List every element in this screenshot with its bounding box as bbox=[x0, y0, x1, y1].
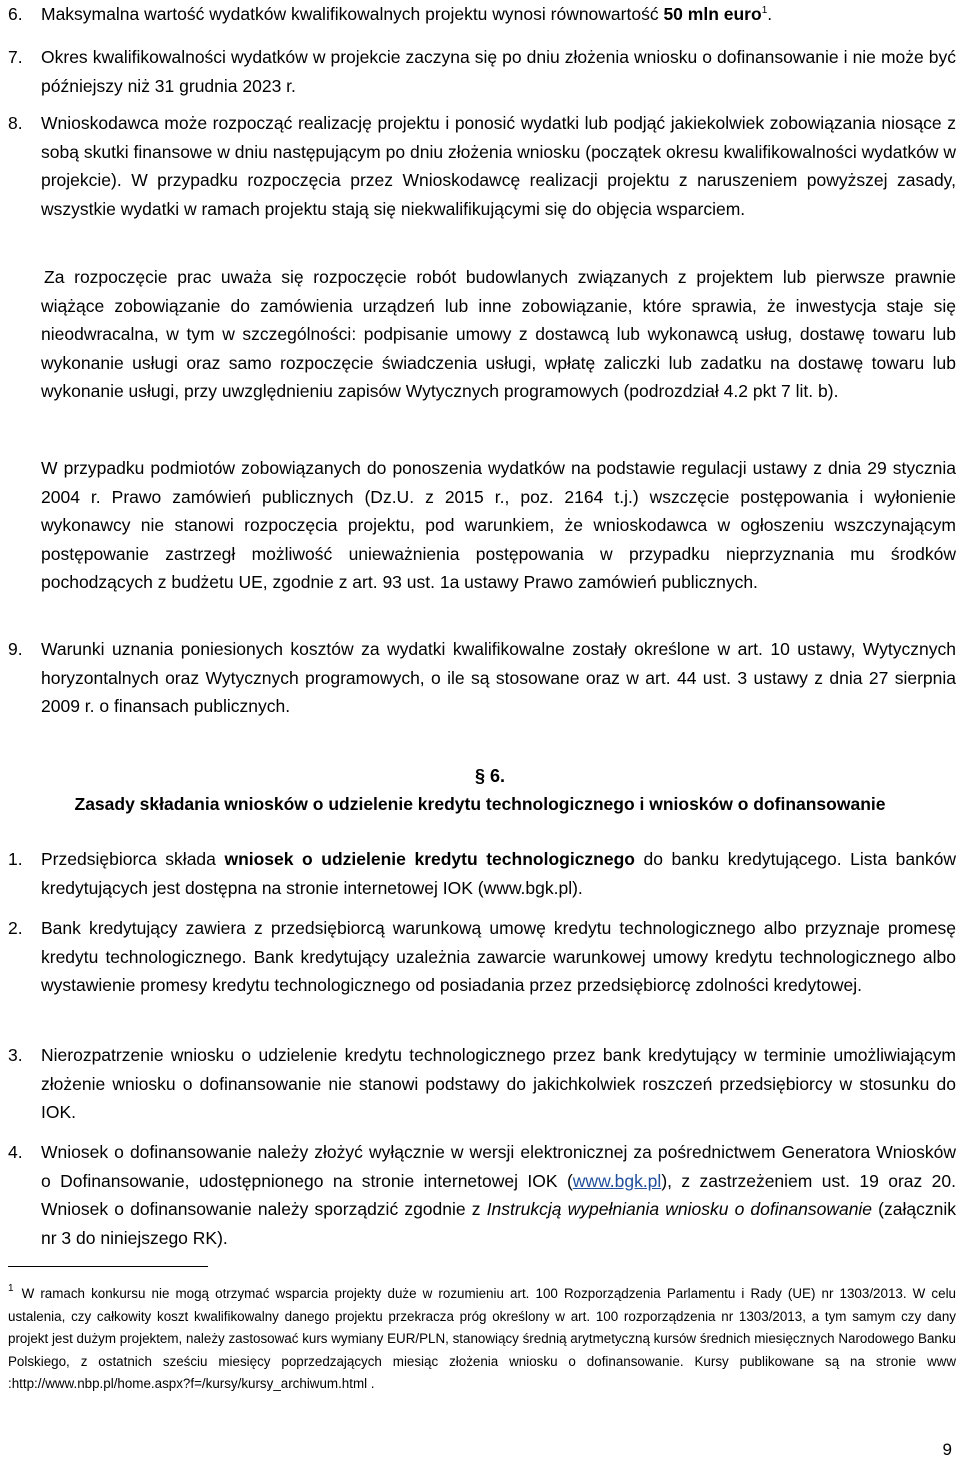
bgk-link[interactable]: www.bgk.pl bbox=[572, 1170, 662, 1191]
footnote-text: W ramach konkursu nie mogą otrzymać wsparcia projekty duże w rozumieniu art. 100 Rozporządzenia Parlamentu i Rady (UE) nr 1303/2013. W celu ustalenia, czy całkowity koszt kwalifikowalny danego projektu przekracza próg określony w art. 100 rozporządzenia nr 1303/2013, a tym samym czy dany projekt jest dużym projektem, należy zastosować kurs wymiany EUR/PLN, stanowiący średnią arytmetyczną kursów średnich miesięcznych Narodowego Banku Polskiego, z ostatnich sześciu miesięcy poprzedzających miesiąc złożenia wniosku o dofinansowanie. Kursy publikowane są na stronie www :http://www.nbp.pl/home.aspx?f=/kursy/kursy_archiwum.html . bbox=[8, 1286, 956, 1392]
item-number: 4. bbox=[8, 1142, 23, 1162]
footnote-mark: 1 bbox=[8, 1283, 14, 1294]
section-title: Zasady składania wniosków o udzielenie kredytu technologicznego i wniosków o dofinansowanie bbox=[74, 794, 886, 814]
italic-title: Instrukcją wypełniania wniosku o dofinansowanie bbox=[486, 1199, 873, 1219]
item-text: Okres kwalifikowalności wydatków w projekcie zaczyna się po dniu złożenia wniosku o dofinansowanie i nie może być późniejszy niż 31 grudnia 2023 r. bbox=[41, 47, 956, 96]
list-item-9 bbox=[8, 635, 956, 721]
item-text: Warunki uznania poniesionych kosztów za wydatki kwalifikowalne zostały określone w art. 10 ustawy, Wytycznych horyzontalnych oraz Wytycznych programowych, o ile są stosowane oraz w art. 44 ust. 3 ustawy z dnia 27 sierpnia 2009 r. o finansach publicznych. bbox=[41, 639, 956, 716]
section-item-3 bbox=[8, 1041, 956, 1127]
item-text: Przedsiębiorca składa wniosek o udzielenie kredytu technologicznego do banku kredytującego. Lista banków kredytujących jest dostępna na stronie internetowej IOK (www.bgk.pl). bbox=[41, 849, 957, 898]
list-item-6 bbox=[8, 0, 956, 29]
max-value: 50 mln euro bbox=[663, 4, 762, 24]
item-text: Nierozpatrzenie wniosku o udzielenie kredytu technologicznego przez bank kredytujący w terminie umożliwiającym złożenie wniosku o dofinansowanie nie stanowi podstawy do jakichkolwiek roszczeń przedsiębiorcy w stosunku do IOK. bbox=[41, 1045, 956, 1122]
section-number: § 6. bbox=[474, 766, 506, 786]
item-text: Maksymalna wartość wydatków kwalifikowalnych projektu wynosi równowartość 50 mln euro$^1$. bbox=[41, 4, 773, 24]
item-text: Wnioskodawca może rozpocząć realizację projektu i ponosić wydatki lub podjąć jakiekolwiek zobowiązania niosące z sobą skutki finansowe w dniu następującym po dniu złożenia wniosku (początek okresu kwalifikowalności wydatków w projekcie). W przypadku rozpoczęcia przez Wnioskodawcę realizacji projektu z naruszeniem powyższej zasady, wszystkie wydatki w ramach projektu stają się niekwalifikującymi się do objęcia wsparciem. bbox=[41, 113, 956, 219]
item-number: 2. bbox=[8, 918, 23, 938]
item-number: 7. bbox=[8, 47, 23, 67]
item-number: 1. bbox=[8, 849, 23, 869]
item-text: Wniosek o dofinansowanie należy złożyć wyłącznie w wersji elektronicznej za pośrednictwem Generatora Wniosków o Dofinansowanie, udostępnionego na stronie internetowej IOK (www.bgk.pl), z zastrzeżeniem ust. 19 oraz 20. Wniosek o dofinansowanie należy sporządzić zgodnie z Instrukcją wypełniania wniosku o dofinansowanie (załącznik nr 3 do niniejszego RK). bbox=[41, 1142, 956, 1248]
page-number: 9 bbox=[942, 1440, 952, 1459]
section-item-1 bbox=[8, 845, 956, 902]
footnote bbox=[8, 1278, 956, 1396]
section-item-2 bbox=[8, 914, 956, 1000]
list-item-7 bbox=[8, 43, 956, 100]
item-number: 9. bbox=[8, 639, 23, 659]
paragraph-public-procurement: W przypadku podmiotów zobowiązanych do ponoszenia wydatków na podstawie regulacji ustawy z dnia 29 stycznia 2004 r. Prawo zamówień publicznych (Dz.U. z 2015 r., poz. 2164 t.j.) wszczęcie postępowania i wyłonienie wykonawcy nie stanowi rozpoczęcia projektu, pod warunkiem, że wnioskodawca w ogłoszeniu wszczynającym postępowanie zastrzegł możliwość unieważnienia postępowania w przypadku nieprzyznania mu środków pochodzących z budżetu UE, zgodnie z art. 93 ust. 1a ustawy Prawo zamówień publicznych. bbox=[41, 458, 956, 592]
item-text: Bank kredytujący zawiera z przedsiębiorcą warunkową umowę kredytu technologicznego albo przyznaje promesę kredytu technologicznego. Bank kredytujący uzależnia zawarcie warunkowej umowy kredytu technologicznego albo wystawienie promesy kredytu technologicznego od posiadania przez przedsiębiorcę zdolności kredytowej. bbox=[41, 918, 956, 995]
item-number: 8. bbox=[8, 113, 23, 133]
section-item-4 bbox=[8, 1138, 956, 1252]
item-number: 3. bbox=[8, 1045, 23, 1065]
bold-phrase: wniosek o udzielenie kredytu technologicznego bbox=[224, 849, 635, 869]
item-number: 6. bbox=[8, 4, 23, 24]
paragraph-start-of-works: Za rozpoczęcie prac uważa się rozpoczęcie robót budowlanych związanych z projektem lub pierwsze prawnie wiążące zobowiązanie do zamówienia urządzeń lub inne zobowiązanie, które sprawia, że inwestycja staje się nieodwracalna, w tym w szczególności: podpisanie umowy z dostawcą lub wykonawcą usług, dostawę towaru lub wykonanie usługi oraz samo rozpoczęcie świadczenia usługi, wpłatę zaliczki lub zadatku na dostawę towaru lub wykonanie usługi, przy uwzględnieniu zapisów Wytycznych programowych (podrozdział 4.2 pkt 7 lit. b). bbox=[41, 267, 956, 401]
footnote-separator bbox=[8, 1266, 208, 1267]
footnote-ref[interactable]: 1 bbox=[761, 5, 768, 17]
list-item-8 bbox=[8, 109, 956, 223]
